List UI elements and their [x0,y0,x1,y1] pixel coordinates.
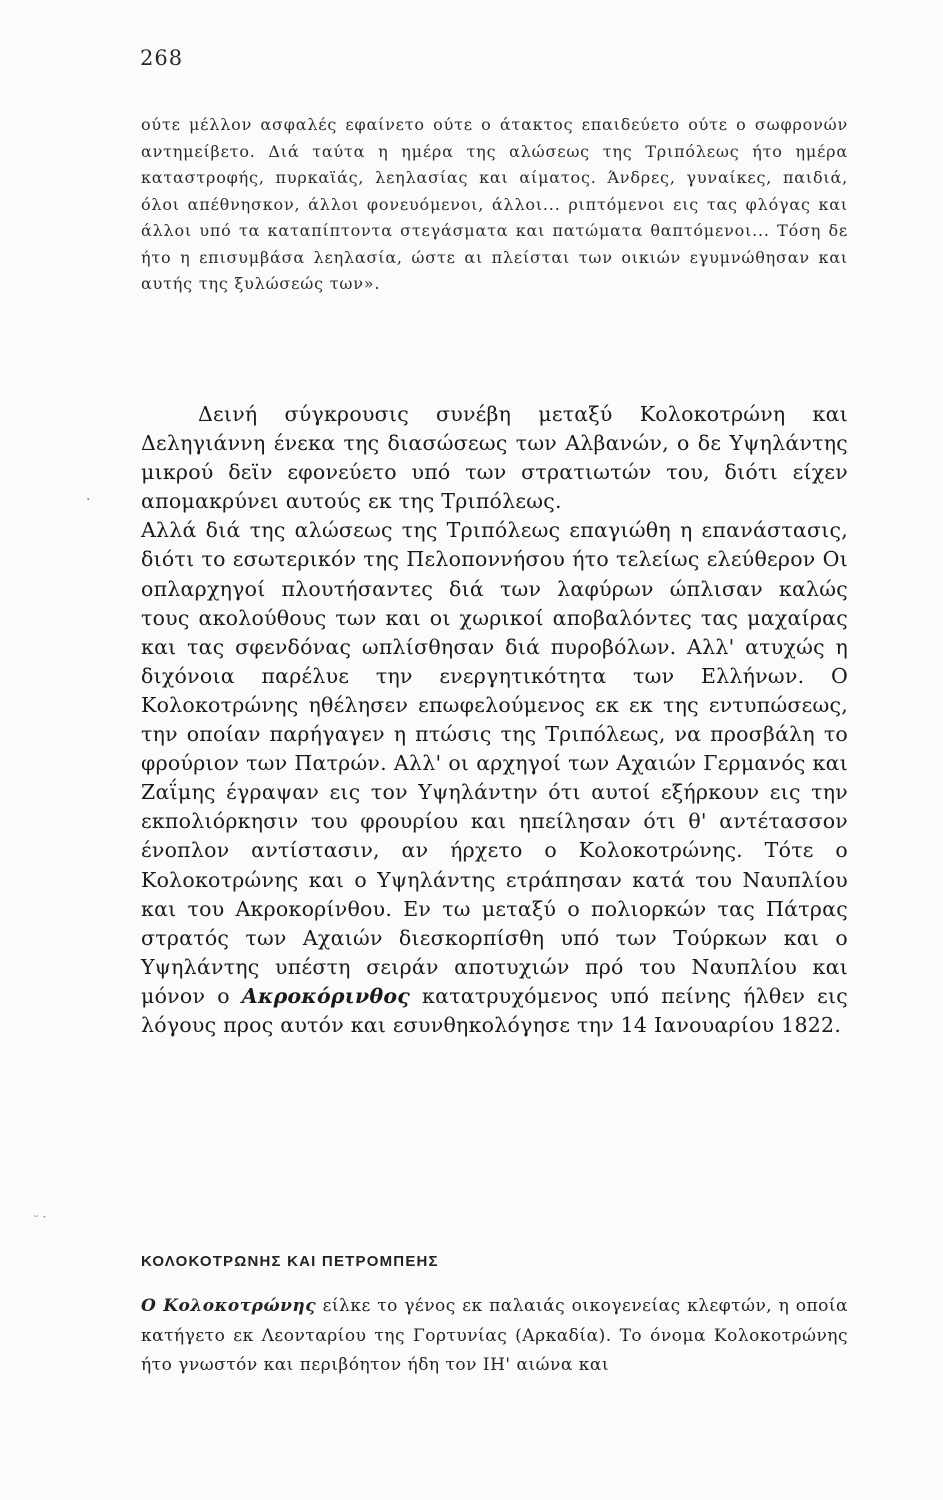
margin-smudge: ᵕ · [34,1210,47,1224]
main-text [141,400,848,1040]
margin-dot: · [86,492,91,508]
section-text: είλκε το γένος εκ παλαιάς οικογενείας κλεφτών, η οποία κατήγετο εκ Λεονταρίου της Γορτυνίας (Αρκαδία). Το όνομα Κολοκοτρώνης ήτο γνωστόν και περιβόητον ήδη τον ΙΗ' αιώνα και [141,1296,849,1375]
paragraph-2-text: Αλλά διά της αλώσεως της Τριπόλεως επαγιώθη η επανάστασις, διότι το εσωτερικόν της Πελοποννήσου ήτο τελείως ελεύθερον Οι οπλαρχηγοί πλουτήσαντες διά των λαφύρων ώπλισαν καλώς τους ακολούθους των και οι χωρικοί αποβαλόντες τας μαχαίρας και τας σφενδόνας ωπλίσθησαν διά πυροβόλων. Αλλ' ατυχώς η διχόνοια παρέλυε την ενεργητικότητα των Ελλήνων. Ο Κολοκοτρώνης ηθέλησεν επωφελούμενος εκ εκ της εντυπώσεως, την οποίαν παρήγαγεν η πτώσις της Τριπόλεως, να προσβάλη το φρούριον των Πατρών. Αλλ' οι αρχηγοί των Αχαιών Γερμανός και Ζαΐμης έγραψαν εις τον Υψηλάντην ότι αυτοί εξήρκουν εις την εκπολιόρκησιν του φρουρίου και ηπείλησαν ότι θ' αντέτασσον ένοπλον αντίστασιν, αν ήρχετο ο Κολοκοτρώνης. Τότε ο Κολοκοτρώνης και ο Υψηλάντης ετράπησαν κατά του Ναυπλίου και του Ακροκορίνθου. Εν τω μεταξύ ο πολιορκών τας Πάτρας στρατός των Αχαιών διεσκορπίσθη υπό των Τούρκων και ο Υψηλάντης υπέστη σειράν αποτυχιών πρό του Ναυπλίου και μόνον ο [141,518,848,1008]
section-text-block [141,1292,848,1381]
quote-text: ούτε μέλλον ασφαλές εφαίνετο ούτε ο άτακτος επαιδεύετο ούτε ο σωφρονών αντημείβετο. Διά ταύτα η ημέρα της αλώσεως της Τριπόλεως ήτο ημέρα καταστροφής, πυρκαϊάς, λεηλασίας και αίματος. Άνδρες, γυναίκες, παιδιά, όλοι απέθνησκον, άλλοι φονευόμενοι, άλλοι... ριπτόμενοι εις τας φλόγας και άλλοι υπό τα καταπίπτοντα στεγάσματα και πατώματα θαπτόμενοι... Τόση δε ήτο η επισυμβάσα λεηλασία, ώστε αι πλείσται των οικιών εγυμνώθησαν και αυτής της ξυλώσεώς των». [141,115,848,293]
section-name: Ο Κολοκοτρώνης [141,1296,317,1316]
paragraph-2 [141,516,848,1040]
akrokorinthos-bold: Ακροκόρινθος [241,983,411,1008]
section-paragraph [141,1292,848,1381]
page-number: 268 [140,46,184,70]
paragraph-2-end: κατατρυχόμενος υπό πείνης ήλθεν εις λόγους προς αυτόν και εσυνθηκολόγησε την 14 Ιανουαρίου 1822. [141,983,848,1037]
section-heading: ΚΟΛΟΚΟΤΡΩΝΗΣ ΚΑΙ ΠΕΤΡΟΜΠΕΗΣ [141,1253,439,1270]
quote-block [141,112,848,298]
paragraph-1: Δεινή σύγκρουσις συνέβη μεταξύ Κολοκοτρώνη και Δεληγιάννη ένεκα της διασώσεως των Αλβανών, ο δε Υψηλάντης μικρού δεϊν εφονεύετο υπό των στρατιωτών του, διότι είχεν απομακρύνει αυτούς εκ της Τριπόλεως. [141,402,848,514]
